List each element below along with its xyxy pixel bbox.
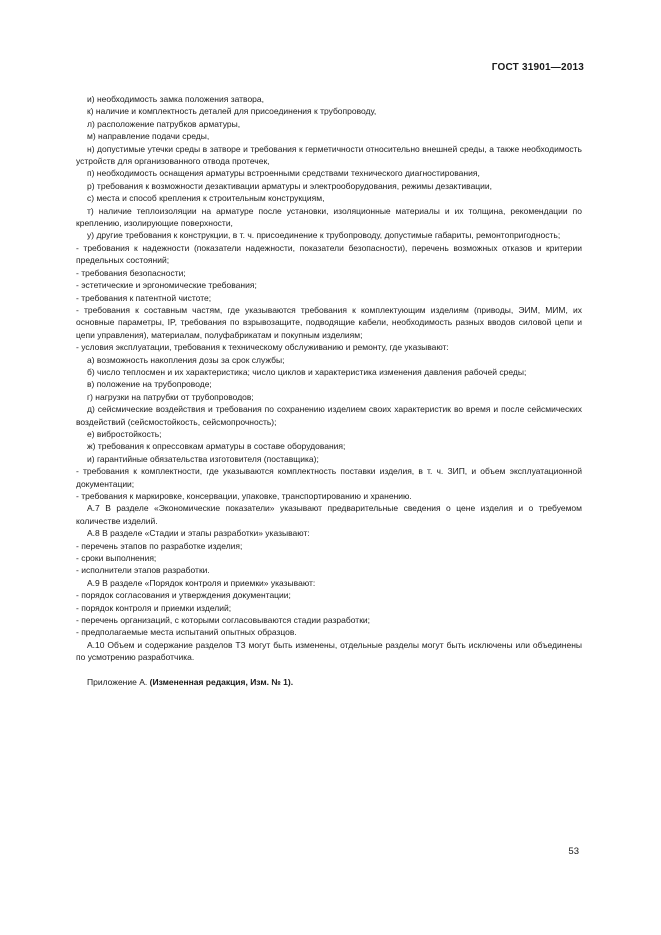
paragraph: г) нагрузки на патрубки от трубопроводов; bbox=[87, 391, 254, 402]
document-code: ГОСТ 31901—2013 bbox=[491, 62, 584, 73]
paragraph: б) число теплосмен и их характеристика; число циклов и характеристика изменения давления рабочей среды; bbox=[87, 366, 527, 377]
paragraph: и) необходимость замка положения затвора, bbox=[87, 94, 264, 104]
dash-item: - требования к патентной чистоте; bbox=[76, 292, 212, 303]
paragraph: п) необходимость оснащения арматуры встроенными средствами технического диагностирования, bbox=[87, 168, 480, 179]
dash-item: - требования безопасности; bbox=[76, 267, 186, 278]
dash-item: - требования к комплектности, где указываются комплектность поставки изделия, в т. ч. ЗИП, и объем эксплуатационной документации; bbox=[76, 466, 582, 489]
paragraph: м) направление подачи среды, bbox=[87, 131, 210, 142]
dash-item: - требования к надежности (показатели надежности, показатели безопасности), перечень возможных отказов и критерии предельных состояний; bbox=[76, 242, 582, 266]
paragraph: у) другие требования к конструкции, в т. ч. присоединение к трубопроводу, допустимые габариты, ремонтопригодность; bbox=[87, 230, 561, 241]
dash-item: - порядок согласования и утверждения документации; bbox=[76, 590, 291, 601]
dash-item: - сроки выполнения; bbox=[76, 553, 157, 564]
dash-item: - порядок контроля и приемки изделий; bbox=[76, 602, 232, 613]
paragraph: н) допустимые утечки среды в затворе и требования к герметичности относительно внешней среды, а также необходимость устройств для организованного отвода протечек, bbox=[76, 143, 582, 167]
paragraph: л) расположение патрубков арматуры, bbox=[87, 118, 241, 129]
dash-item: - условия эксплуатации, требования к техническому обслуживанию и ремонту, где указывают: bbox=[76, 342, 449, 353]
dash-item: - перечень этапов по разработке изделия; bbox=[76, 540, 243, 551]
dash-item: - перечень организаций, с которыми согласовываются стадии разработки; bbox=[76, 615, 371, 626]
paragraph: д) сейсмические воздействия и требования по сохранению изделием своих характеристик во время и после сейсмических воздействий (сейсмостойкость, сейсмопрочность); bbox=[76, 404, 582, 427]
dash-item: - требования к маркировке, консервации, упаковке, транспортированию и хранению. bbox=[76, 491, 412, 501]
section-paragraph: А.10 Объем и содержание разделов ТЗ могут быть изменены, отдельные разделы могут быть исключены или объединены по усмотрению разработчика. bbox=[76, 639, 582, 663]
dash-item: - требования к составным частям, где указываются требования к комплектующим изделиям (приводы, ЭИМ, МИМ, их основные параметры, IP, требования по взрывозащите, подводящие кабели, необходимость разных вводов силовой цепи и цепи управления), материалам, полуфабрикатам и покупным изделиям; bbox=[76, 304, 582, 340]
section-paragraph: А.7 В разделе «Экономические показатели» указывают предварительные сведения о цене изделия и о требуемом количестве изделий. bbox=[76, 503, 582, 526]
dash-item: - эстетические и эргономические требования; bbox=[76, 280, 257, 291]
dash-item: - предполагаемые места испытаний опытных образцов. bbox=[76, 627, 297, 638]
section-paragraph: А.8 В разделе «Стадии и этапы разработки» указывают: bbox=[87, 528, 310, 539]
paragraph: с) места и способ крепления к строительным конструкциям, bbox=[87, 193, 325, 204]
dash-item: - исполнители этапов разработки. bbox=[76, 565, 210, 576]
paragraph: а) возможность накопления дозы за срок службы; bbox=[87, 354, 285, 365]
section-paragraph: А.9 В разделе «Порядок контроля и приемки» указывают: bbox=[87, 577, 316, 588]
document-body bbox=[76, 93, 582, 688]
paragraph: ж) требования к опрессовкам арматуры в составе оборудования; bbox=[87, 441, 346, 452]
amendment-note-prefix: Приложение А. bbox=[87, 676, 148, 687]
paragraph: е) вибростойкость; bbox=[87, 428, 162, 439]
page-number: 53 bbox=[568, 846, 579, 857]
paragraph: к) наличие и комплектность деталей для присоединения к трубопроводу, bbox=[87, 106, 377, 117]
amendment-note bbox=[76, 676, 582, 688]
paragraph: и) гарантийные обязательства изготовителя (поставщика); bbox=[87, 453, 319, 464]
paragraph: т) наличие теплоизоляции на арматуре после установки, изоляционные материалы и их толщина, рекомендации по креплению, изолирующие поверхности, bbox=[76, 205, 582, 229]
paragraph: р) требования к возможности дезактивации арматуры и электрооборудования, режимы дезактивации, bbox=[87, 180, 493, 191]
paragraph: в) положение на трубопроводе; bbox=[87, 379, 212, 390]
amendment-note-bold: (Измененная редакция, Изм. № 1). bbox=[149, 676, 294, 687]
